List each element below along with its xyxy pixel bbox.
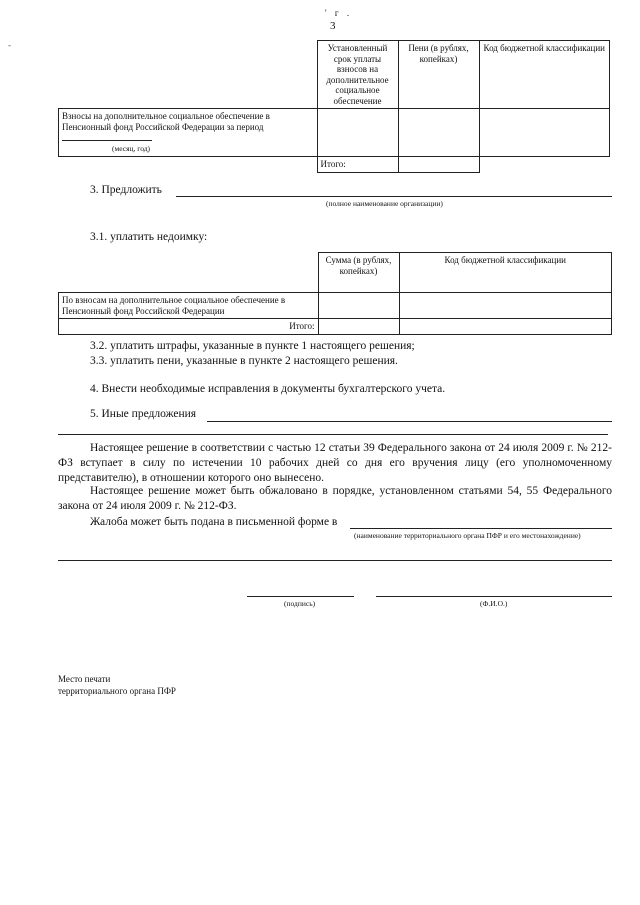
other-proposals-field[interactable]: [207, 421, 612, 422]
total-kbk-cell[interactable]: [399, 319, 612, 335]
empty-header-cell: [59, 253, 319, 293]
kbk-cell[interactable]: [479, 109, 610, 157]
sum-header: Сумма (в рублях, копейках): [318, 253, 399, 293]
page-number: 3: [330, 20, 336, 32]
empty-header-cell: [59, 41, 318, 109]
organization-caption: (полное наименование организации): [326, 199, 443, 208]
total-spacer: [59, 157, 318, 173]
item-3-2: 3.2. уплатить штрафы, указанные в пункте 1 настоящего решения;: [90, 340, 415, 352]
signature-caption: (подпись): [284, 599, 316, 608]
section-3-label: 3. Предложить: [90, 184, 162, 196]
total-label: Итого:: [317, 157, 398, 173]
item-4: 4. Внести необходимые исправления в документы бухгалтерского учета.: [90, 383, 446, 395]
pfr-body-caption: (наименование территориального органа ПФР и его местонахождение): [354, 531, 581, 540]
total-penalty-cell[interactable]: [398, 157, 479, 173]
pfr-body-field-2[interactable]: [58, 560, 612, 561]
kbk-cell[interactable]: [399, 293, 612, 319]
row-label: По взносам на дополнительное социальное обеспечение в Пенсионный фонд Российской Федерации: [59, 293, 319, 319]
fullname-field[interactable]: [376, 596, 612, 597]
period-caption: (месяц, год): [112, 143, 151, 153]
penalty-cell[interactable]: [398, 109, 479, 157]
fullname-caption: (Ф.И.О.): [480, 599, 508, 608]
paragraph-appeal: Настоящее решение может быть обжаловано в порядке, установленном статьями 54, 55 Федерального закона от 24 июля 2009 г. № 212-ФЗ.: [58, 485, 612, 512]
stamp-body-label: территориального органа ПФР: [58, 686, 176, 696]
row-label-cell: [59, 109, 318, 157]
sum-cell[interactable]: [318, 293, 399, 319]
item-3-3: 3.3. уплатить пени, указанные в пункте 2 настоящего решения.: [90, 355, 398, 367]
stamp-place-label: Место печати: [58, 674, 111, 684]
total-empty: [479, 157, 610, 173]
penalty-header: Пени (в рублях, копейках): [398, 41, 479, 109]
period-field[interactable]: [62, 132, 152, 141]
section-3-1-label: 3.1. уплатить недоимку:: [90, 231, 208, 243]
paragraph-effective: Настоящее решение в соответствии с частью 12 статьи 39 Федерального закона от 24 июля 2009 г. № 212-ФЗ вступает в силу по истечении 10 рабочих дней со дня его вручения лицу (его уполномоченному представителю), в отношении которого оно вынесено.: [58, 442, 612, 484]
top-marks: ' г .: [325, 8, 353, 18]
total-label: Итого:: [59, 319, 319, 335]
term-cell[interactable]: [317, 109, 398, 157]
arrears-table: [58, 252, 612, 335]
signature-field[interactable]: [247, 596, 354, 597]
term-header: Установленный срок уплаты взносов на дополнительное социальное обеспечение: [317, 41, 398, 109]
row-label: Взносы на дополнительное социальное обеспечение в Пенсионный фонд Российской Федерации за период: [62, 111, 270, 132]
item-5: 5. Иные предложения: [90, 408, 197, 420]
other-proposals-field-2[interactable]: [58, 434, 608, 435]
paragraph-complaint: Жалоба может быть подана в письменной форме в: [90, 516, 338, 528]
total-sum-cell[interactable]: [318, 319, 399, 335]
organization-field[interactable]: [176, 196, 612, 197]
kbk-header: Код бюджетной классификации: [479, 41, 610, 109]
contributions-table: [58, 40, 610, 173]
margin-mark: -: [8, 40, 11, 50]
pfr-body-field[interactable]: [350, 528, 612, 529]
kbk-header: Код бюджетной классификации: [399, 253, 612, 293]
